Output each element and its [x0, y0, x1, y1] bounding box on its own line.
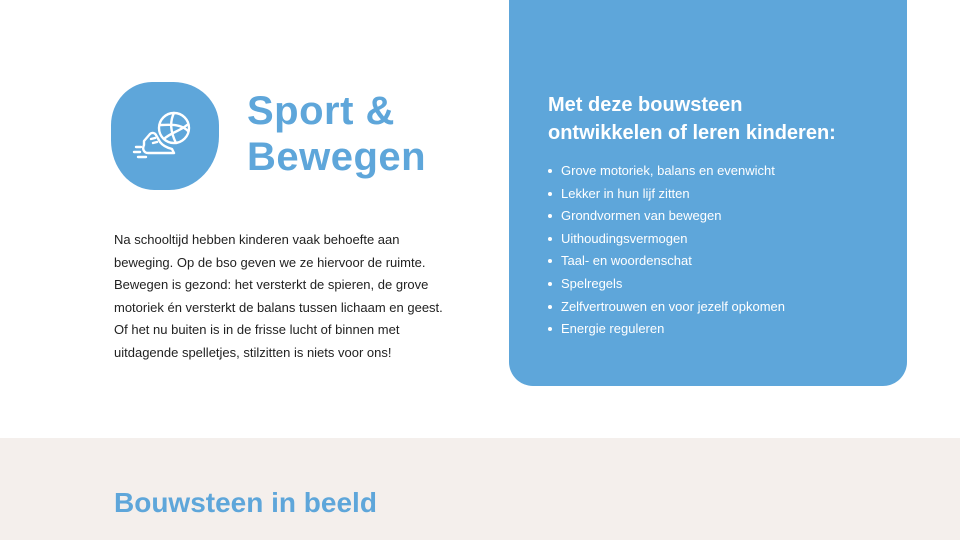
skills-list-item: Grove motoriek, balans en evenwicht: [548, 160, 785, 183]
skills-list-item: Taal- en woordenschat: [548, 250, 785, 273]
skills-list-item: Grondvormen van bewegen: [548, 205, 785, 228]
skills-list-item: Uithoudingsvermogen: [548, 228, 785, 251]
intro-description: Na schooltijd hebben kinderen vaak behoefte aan beweging. Op de bso geven we ze hiervoor de ruimte. Bewegen is gezond: het versterkt de spieren, de grove motoriek én versterkt de balans tussen lichaam en geest. Of het nu buiten is in de frisse lucht of binnen met uitdagende spelletjes, stilzitten is niets voor ons!: [114, 232, 443, 360]
page-title: [247, 88, 507, 180]
skills-list: [548, 160, 785, 341]
sport-shoe-ball-icon: [130, 101, 200, 171]
section-title: Bouwsteen in beeld: [114, 487, 377, 518]
skills-list-item: Energie reguleren: [548, 318, 785, 341]
title-line-2: Bewegen: [247, 135, 427, 179]
skills-card-title: [548, 91, 888, 147]
skills-list-item: Lekker in hun lijf zitten: [548, 183, 785, 206]
skills-list-item: Zelfvertrouwen en voor jezelf opkomen: [548, 296, 785, 319]
skills-card: [509, 0, 907, 386]
sport-badge: [111, 82, 219, 190]
bouwsteen-in-beeld-section: [0, 438, 960, 540]
skills-list-item: Spelregels: [548, 273, 785, 296]
card-title-line-2: ontwikkelen of leren kinderen:: [548, 122, 836, 144]
card-title-line-1: Met deze bouwsteen: [548, 94, 743, 116]
title-line-1: Sport &: [247, 89, 395, 133]
